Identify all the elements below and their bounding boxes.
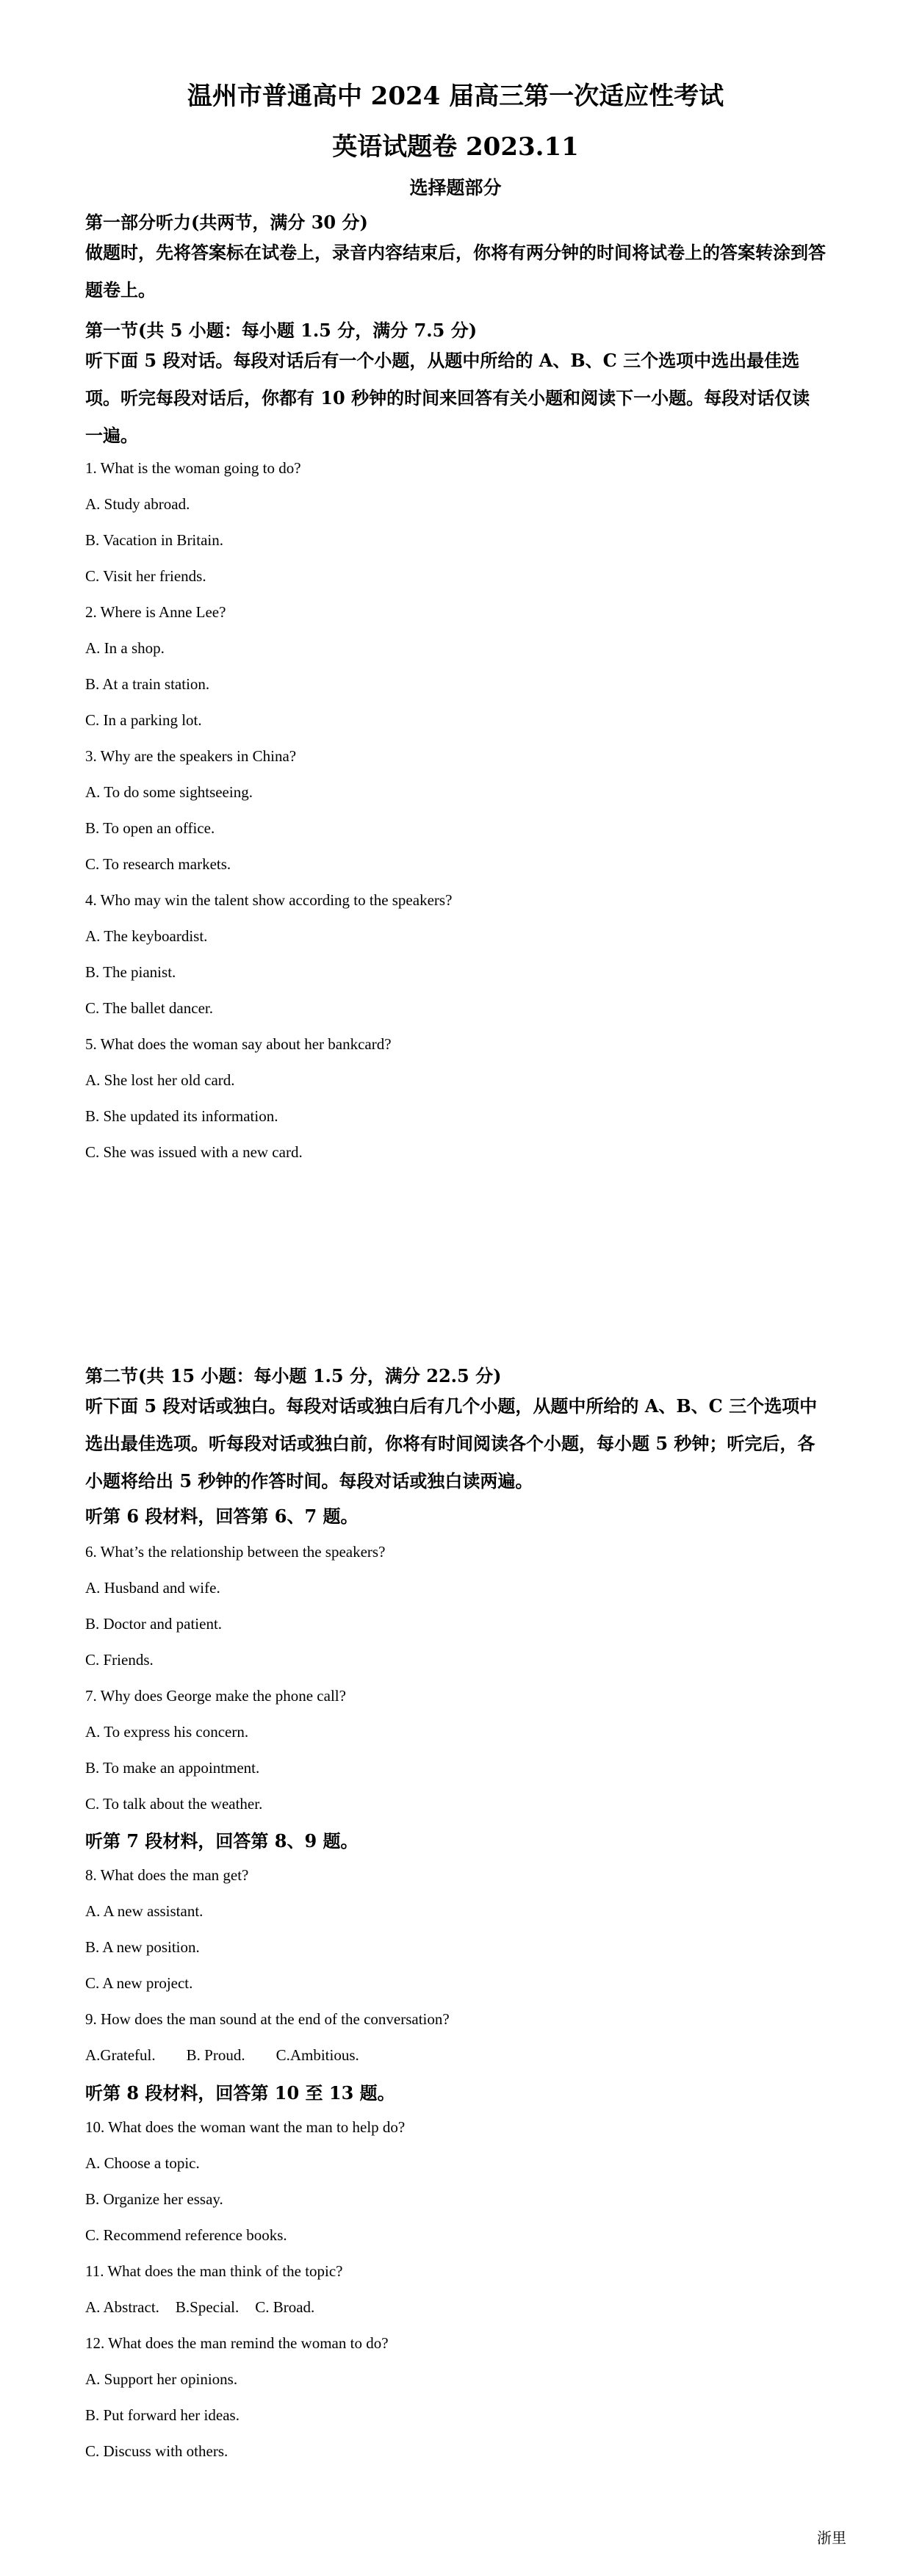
option-a: A. Abstract. bbox=[85, 2298, 159, 2316]
option-b: B. Vacation in Britain. bbox=[85, 531, 224, 549]
option-b: B.Special. bbox=[175, 2298, 240, 2316]
option-a: A. To express his concern. bbox=[85, 1723, 249, 1741]
footer-watermark: 浙里 bbox=[817, 2529, 846, 2547]
option-b: B. She updated its information. bbox=[85, 1107, 278, 1125]
option-c: C. Broad. bbox=[255, 2298, 315, 2316]
section1-instructions: 听下面 5 段对话。每段对话后有一个小题，从题中所给的 A、B、C 三个选项中选出最佳选项。听完每段对话后，你都有 10 秒钟的时间来回答有关小题和阅读下一小题。每段对话仅读一遍。 bbox=[85, 350, 810, 446]
option-b: B. At a train station. bbox=[85, 675, 210, 693]
option-b: B. A new position. bbox=[85, 1938, 200, 1956]
inline-options bbox=[85, 2046, 390, 2065]
option-c: C. Discuss with others. bbox=[85, 2442, 228, 2460]
question-text: 7. Why does George make the phone call? bbox=[85, 1687, 346, 1705]
option-c: C. A new project. bbox=[85, 1974, 193, 1992]
option-c: C.Ambitious. bbox=[276, 2046, 359, 2064]
question-text: 8. What does the man get? bbox=[85, 1866, 249, 1884]
option-a: A. She lost her old card. bbox=[85, 1071, 235, 1089]
material-heading: 听第 7 段材料，回答第 8、9 题。 bbox=[85, 1830, 359, 1852]
question-text: 2. Where is Anne Lee? bbox=[85, 603, 226, 621]
option-c: C. Recommend reference books. bbox=[85, 2226, 287, 2244]
question-text: 3. Why are the speakers in China? bbox=[85, 747, 297, 765]
exam-title: 温州市普通高中 2024 届高三第一次适应性考试 bbox=[187, 82, 724, 111]
option-c: C. The ballet dancer. bbox=[85, 999, 213, 1017]
exam-subtitle: 英语试题卷 2023.11 bbox=[332, 132, 579, 162]
section1-heading: 第一节(共 5 小题：每小题 1.5 分，满分 7.5 分) bbox=[85, 320, 478, 341]
option-c: C. She was issued with a new card. bbox=[85, 1143, 303, 1161]
option-a: A.Grateful. bbox=[85, 2046, 156, 2064]
question-text: 4. Who may win the talent show according to the speakers? bbox=[85, 891, 453, 909]
option-a: A. Study abroad. bbox=[85, 495, 190, 513]
section2-instructions: 听下面 5 段对话或独白。每段对话或独白后有几个小题，从题中所给的 A、B、C 三个选项中选出最佳选项。听每段对话或独白前，你将有时间阅读各个小题，每小题 5 秒钟；听完后，各小题将给出 5 秒钟的作答时间。每段对话或独白读两遍。 bbox=[85, 1395, 818, 1492]
option-a: A. Support her opinions. bbox=[85, 2370, 238, 2388]
question-text: 12. What does the man remind the woman to do? bbox=[85, 2334, 389, 2352]
section2-heading: 第二节(共 15 小题：每小题 1.5 分，满分 22.5 分) bbox=[85, 1365, 502, 1386]
option-a: A. Choose a topic. bbox=[85, 2154, 200, 2172]
part1-heading: 第一部分听力(共两节，满分 30 分) bbox=[85, 212, 368, 233]
option-b: B. Proud. bbox=[186, 2046, 245, 2064]
material-heading: 听第 6 段材料，回答第 6、7 题。 bbox=[85, 1505, 359, 1527]
option-a: A. In a shop. bbox=[85, 639, 165, 657]
option-a: A. To do some sightseeing. bbox=[85, 783, 253, 801]
option-c: C. To talk about the weather. bbox=[85, 1795, 263, 1813]
option-c: C. Visit her friends. bbox=[85, 567, 206, 585]
question-text: 11. What does the man think of the topic? bbox=[85, 2262, 343, 2280]
question-text: 1. What is the woman going to do? bbox=[85, 459, 301, 477]
option-a: A. Husband and wife. bbox=[85, 1579, 220, 1597]
option-c: C. In a parking lot. bbox=[85, 711, 202, 729]
question-text: 10. What does the woman want the man to help do? bbox=[85, 2118, 406, 2136]
option-b: B. Put forward her ideas. bbox=[85, 2406, 240, 2424]
option-b: B. The pianist. bbox=[85, 963, 176, 981]
option-b: B. To make an appointment. bbox=[85, 1759, 260, 1777]
option-a: A. A new assistant. bbox=[85, 1902, 204, 1920]
option-b: B. To open an office. bbox=[85, 819, 215, 837]
part1-instructions: 做题时，先将答案标在试卷上，录音内容结束后，你将有两分钟的时间将试卷上的答案转涂到答题卷上。 bbox=[85, 242, 826, 301]
material-heading: 听第 8 段材料，回答第 10 至 13 题。 bbox=[85, 2082, 395, 2104]
question-text: 5. What does the woman say about her bankcard? bbox=[85, 1035, 392, 1053]
option-a: A. The keyboardist. bbox=[85, 927, 208, 945]
option-b: B. Organize her essay. bbox=[85, 2190, 223, 2208]
option-c: C. To research markets. bbox=[85, 855, 231, 873]
question-text: 9. How does the man sound at the end of the conversation? bbox=[85, 2010, 450, 2028]
option-b: B. Doctor and patient. bbox=[85, 1615, 223, 1633]
inline-options bbox=[85, 2298, 345, 2317]
section-label: 选择题部分 bbox=[409, 177, 502, 198]
question-text: 6. What’s the relationship between the speakers? bbox=[85, 1543, 386, 1561]
option-c: C. Friends. bbox=[85, 1651, 154, 1669]
